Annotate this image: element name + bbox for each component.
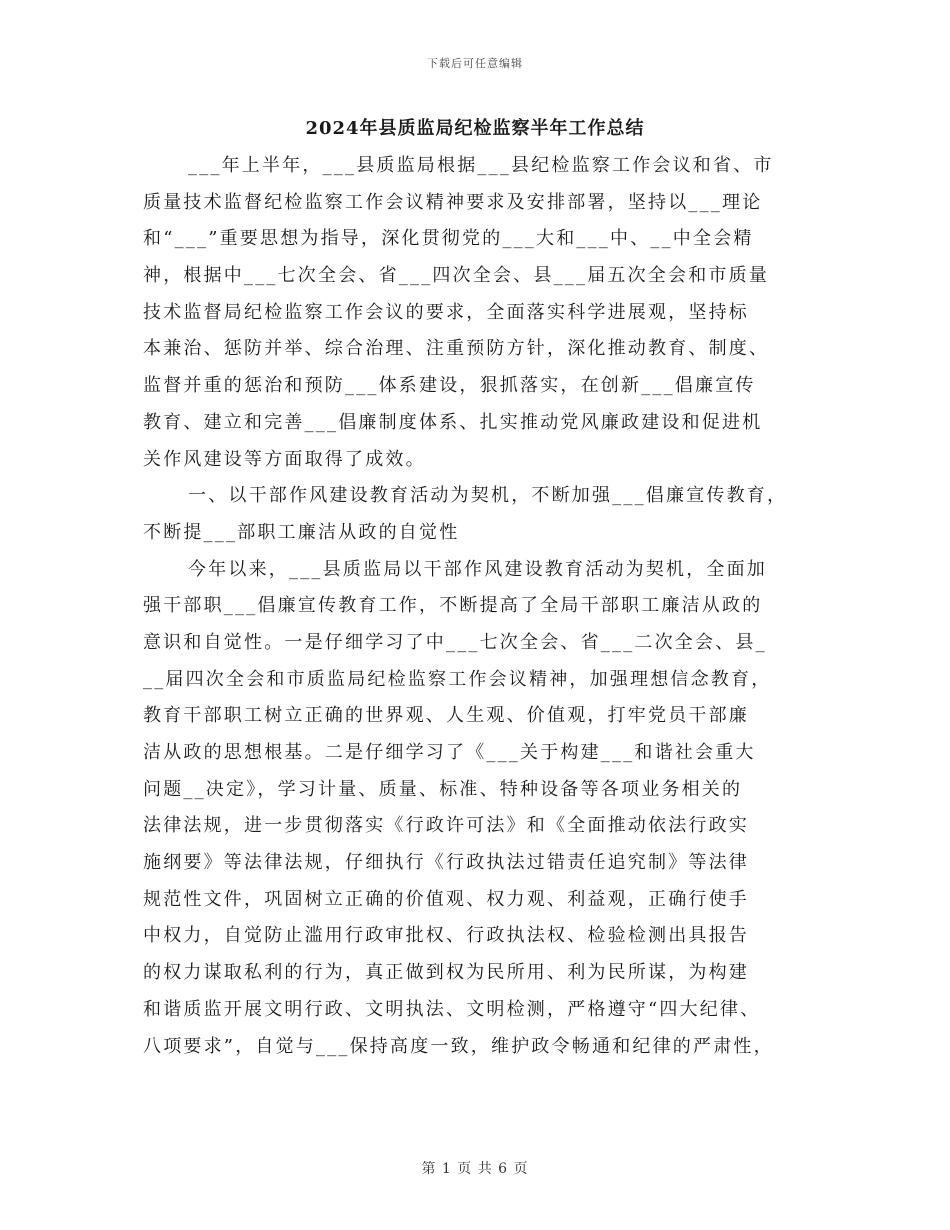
text-line: __届四次全会和市质监局纪检监察工作会议精神，加强理想信念教育， [143, 668, 772, 690]
text-line: 强干部职___倡廉宣传教育工作，不断提高了全局干部职工廉洁从政的 [143, 595, 763, 617]
document-title: 2024年县质监局纪检监察半年工作总结 [305, 118, 645, 139]
text-line: 八项要求”，自觉与___保持高度一致，维护政令畅通和纪律的严肃性， [143, 1035, 774, 1057]
text-line: 法律法规，进一步贯彻落实《行政许可法》和《全面推动依法行政实 [143, 815, 749, 837]
text-line: 和谐质监开展文明行政、文明执法、文明检测，严格遵守“四大纪律、 [143, 998, 761, 1020]
text-line: ___年上半年，___县质监局根据___县纪检监察工作会议和省、市 [188, 155, 774, 176]
text-line: 今年以来，___县质监局以干部作风建设教育活动为契机，全面加 [188, 558, 767, 580]
text-line: 洁从政的思想根基。二是仔细学习了《___关于构建___和谐社会重大 [143, 742, 756, 763]
text-line: 质量技术监督纪检监察工作会议精神要求及安排部署，坚持以___理论 [143, 191, 763, 213]
text-line: 问题__决定》，学习计量、质量、标准、特种设备等各项业务相关的 [143, 778, 743, 800]
text-line: 教育、建立和完善___倡廉制度体系、扎实推动党风廉政建设和促进机 [143, 411, 763, 433]
section-heading-line: 不断提___部职工廉洁从政的自觉性 [143, 521, 460, 543]
section-heading-line: 一、以干部作风建设教育活动为契机，不断加强___倡廉宣传教育， [188, 485, 788, 507]
text-line: 施纲要》等法律法规，仔细执行《行政执法过错责任追究制》等法律 [143, 852, 749, 874]
document-body [143, 148, 815, 1065]
text-line: 教育干部职工树立正确的世界观、人生观、价值观，打牢党员干部廉 [143, 705, 749, 727]
text-line: 规范性文件，巩固树立正确的价值观、权力观、利益观，正确行使手 [143, 888, 749, 910]
text-line: 关作风建设等方面取得了成效。 [143, 448, 426, 470]
page-number: 第 1 页 共 6 页 [421, 1161, 529, 1177]
text-line: 神，根据中___七次全会、省___四次全会、县___届五次全会和市质量 [143, 265, 769, 287]
text-line: 技术监督局纪检监察工作会议的要求，全面落实科学进展观，坚持标 [143, 301, 749, 323]
text-line: 本兼治、惩防并举、综合治理、注重预防方针，深化推动教育、制度、 [143, 338, 770, 360]
header-note: 下载后可任意编辑 [427, 57, 523, 70]
text-line: 中权力，自觉防止滥用行政审批权、行政执法权、检验检测出具报告 [143, 925, 749, 947]
text-line: 的权力谋取私利的行为，真正做到权为民所用、利为民所谋，为构建 [143, 962, 749, 984]
text-line: 监督并重的惩治和预防___体系建设，狠抓落实，在创新___倡廉宣传 [143, 375, 756, 397]
text-line: 和“___”重要思想为指导，深化贯彻党的___大和___中、__中全会精 [143, 228, 754, 250]
text-line: 意识和自觉性。一是仔细学习了中___七次全会、省___二次全会、县_ [143, 631, 767, 653]
